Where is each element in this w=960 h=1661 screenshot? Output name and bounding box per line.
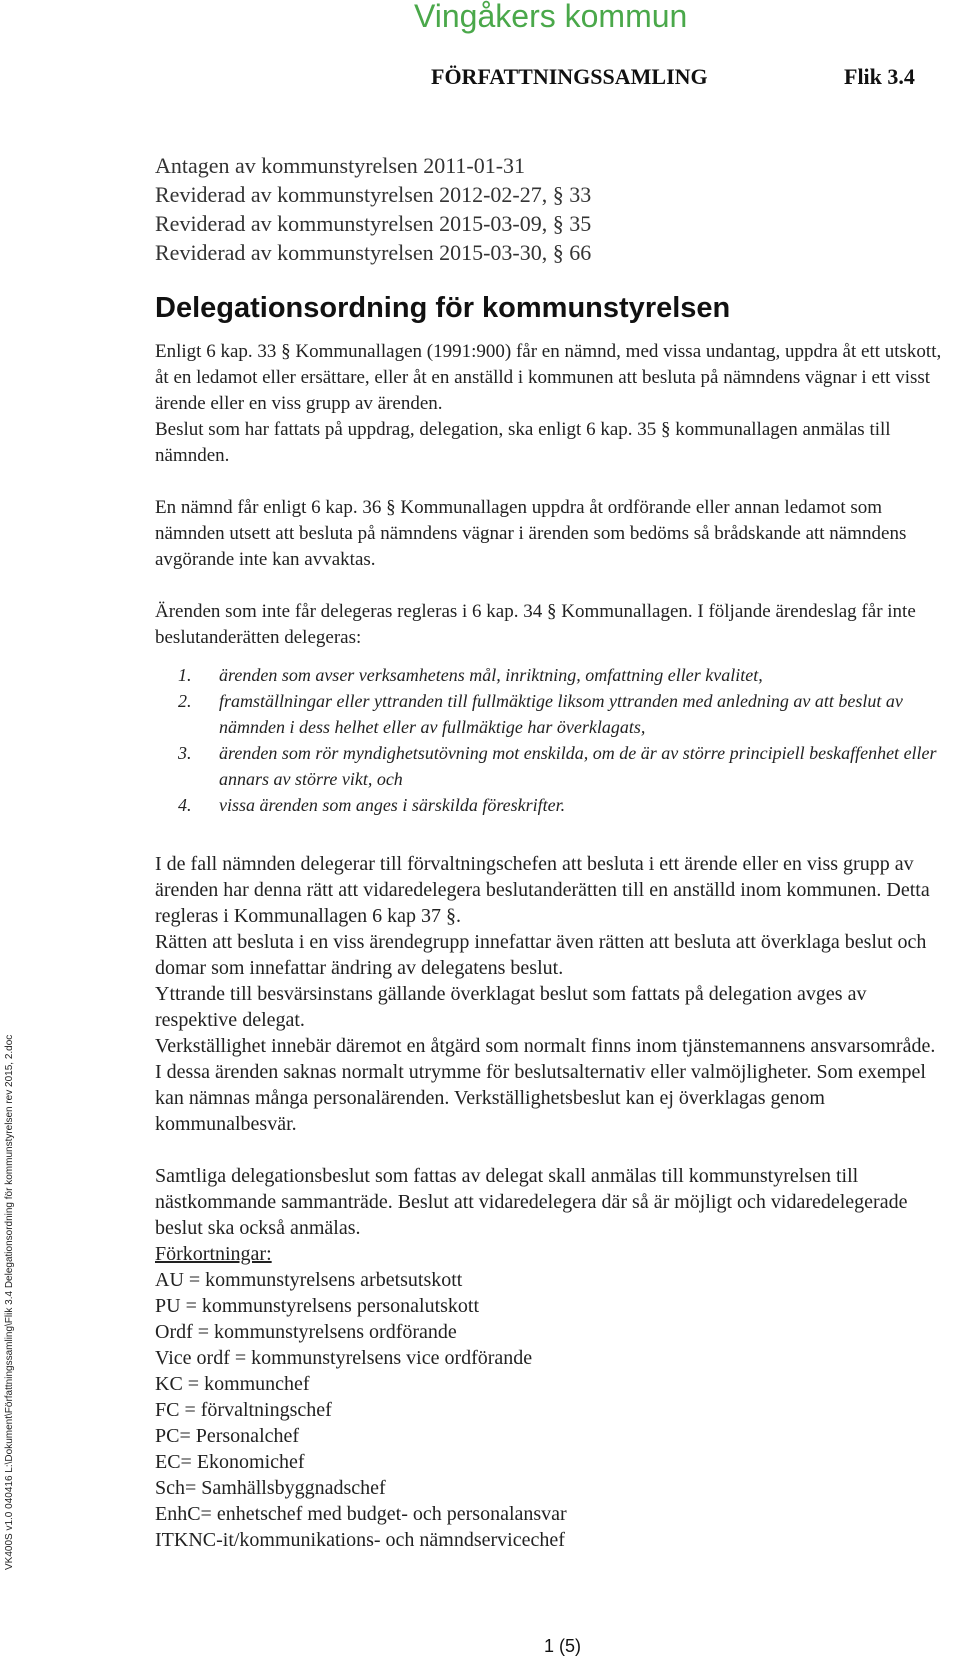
section-tab: Flik 3.4 (844, 64, 915, 89)
abbreviation-item: PC= Personalchef (155, 1425, 300, 1447)
revision-history (155, 151, 591, 267)
history-line: Reviderad av kommunstyrelsen 2015-03-30, § 66 (155, 240, 592, 265)
organization-name: Vingåkers kommun (414, 0, 688, 34)
abbreviation-item: PU = kommunstyrelsens personalutskott (155, 1295, 480, 1317)
restricted-list (178, 662, 938, 818)
details-paragraph: Rätten att besluta i en viss ärendegrupp innefattar även rätten att besluta att överklaga beslut och domar som innefattar ändring av delegatens beslut. (155, 931, 927, 979)
list-item: 2. framställningar eller yttranden till fullmäktige liksom yttranden med anledning av att beslut av nämnden i dess helhet eller av fullmäktige har överklagats, (178, 691, 903, 737)
details-paragraph: Yttrande till besvärsinstans gällande överklagat beslut som fattats på delegation avges av respektive delegat. (155, 983, 867, 1031)
intro-paragraph: Enligt 6 kap. 33 § Kommunallagen (1991:900) får en nämnd, med vissa undantag, uppdra åt ett utskott, åt en ledamot eller ersättare, eller åt en anställd i kommunen att besluta på nämndens vägnar i ett visst ärende eller en viss grupp av ärenden. (155, 341, 942, 414)
abbreviation-item: EnhC= enhetschef med budget- och personalansvar (155, 1503, 567, 1525)
document-title: Delegationsordning för kommunstyrelsen (155, 292, 731, 324)
history-line: Reviderad av kommunstyrelsen 2012-02-27, § 33 (155, 182, 592, 207)
abbreviation-item: Sch= Samhällsbyggnadschef (155, 1477, 386, 1499)
list-item: 1. ärenden som avser verksamhetens mål, inriktning, omfattning eller kvalitet, (178, 665, 763, 685)
page-number: 1 (5) (544, 1636, 582, 1656)
abbreviation-item: Ordf = kommunstyrelsens ordförande (155, 1321, 457, 1343)
details-section (155, 851, 945, 1553)
abbreviation-item: AU = kommunstyrelsens arbetsutskott (155, 1269, 463, 1291)
history-line: Antagen av kommunstyrelsen 2011-01-31 (155, 153, 526, 178)
abbreviations-heading: Förkortningar: (155, 1243, 272, 1265)
details-paragraph: Samtliga delegationsbeslut som fattas av delegat skall anmälas till kommunstyrelsen till nästkommande sammanträde. Beslut att vidaredelegera där så är möjligt och vidaredelegerade beslut ska också anmälas. (155, 1165, 908, 1239)
abbreviation-item: FC = förvaltningschef (155, 1399, 332, 1421)
list-item: 4. vissa ärenden som anges i särskilda föreskrifter. (178, 795, 566, 815)
list-item: 3. ärenden som rör myndighetsutövning mot enskilda, om de är av större principiell beskaffenhet eller annars av större vikt, och (178, 743, 937, 789)
abbreviation-item: EC= Ekonomichef (155, 1451, 305, 1473)
abbreviation-item: KC = kommunchef (155, 1373, 310, 1395)
intro-section (155, 339, 945, 651)
collection-title: FÖRFATTNINGSSAMLING (431, 64, 708, 89)
details-paragraph: I de fall nämnden delegerar till förvaltningschefen att besluta i ett ärende eller en viss grupp av ärenden har denna rätt att vidaredelegera beslutanderätten till en anställd inom kommunen. Detta regleras i Kommunallagen 6 kap 37 §. (155, 853, 930, 927)
abbreviation-item: ITKNC-it/kommunikations- och nämndservicechef (155, 1529, 565, 1551)
intro-paragraph: En nämnd får enligt 6 kap. 36 § Kommunallagen uppdra åt ordförande eller annan ledamot som nämnden utsett att besluta på nämndens vägnar i ärenden som bedöms så brådskande att nämndens avgörande inte kan avvaktas. (155, 497, 907, 570)
abbreviation-item: Vice ordf = kommunstyrelsens vice ordförande (155, 1347, 533, 1369)
intro-paragraph: Beslut som har fattats på uppdrag, delegation, ska enligt 6 kap. 35 § kommunallagen anmälas till nämnden. (155, 419, 891, 466)
intro-paragraph: Ärenden som inte får delegeras regleras i 6 kap. 34 § Kommunallagen. I följande ärendeslag får inte beslutanderätten delegeras: (155, 601, 916, 648)
file-path-footer: VK400S v1.0 040416 L:\Dokument\Författningssamling\Flik 3.4 Delegationsordning för kommunstyrelsen rev 2015, 2.doc (4, 1034, 15, 1570)
details-paragraph: Verkställighet innebär däremot en åtgärd som normalt finns inom tjänstemannens ansvarsområde. I dessa ärenden saknas normalt utrymme för beslutsalternativ eller valmöjligheter. Som exempel kan nämnas många personalärenden. Verkställighetsbeslut kan ej överklagas genom kommunalbesvär. (155, 1035, 936, 1135)
history-line: Reviderad av kommunstyrelsen 2015-03-09, § 35 (155, 211, 592, 236)
